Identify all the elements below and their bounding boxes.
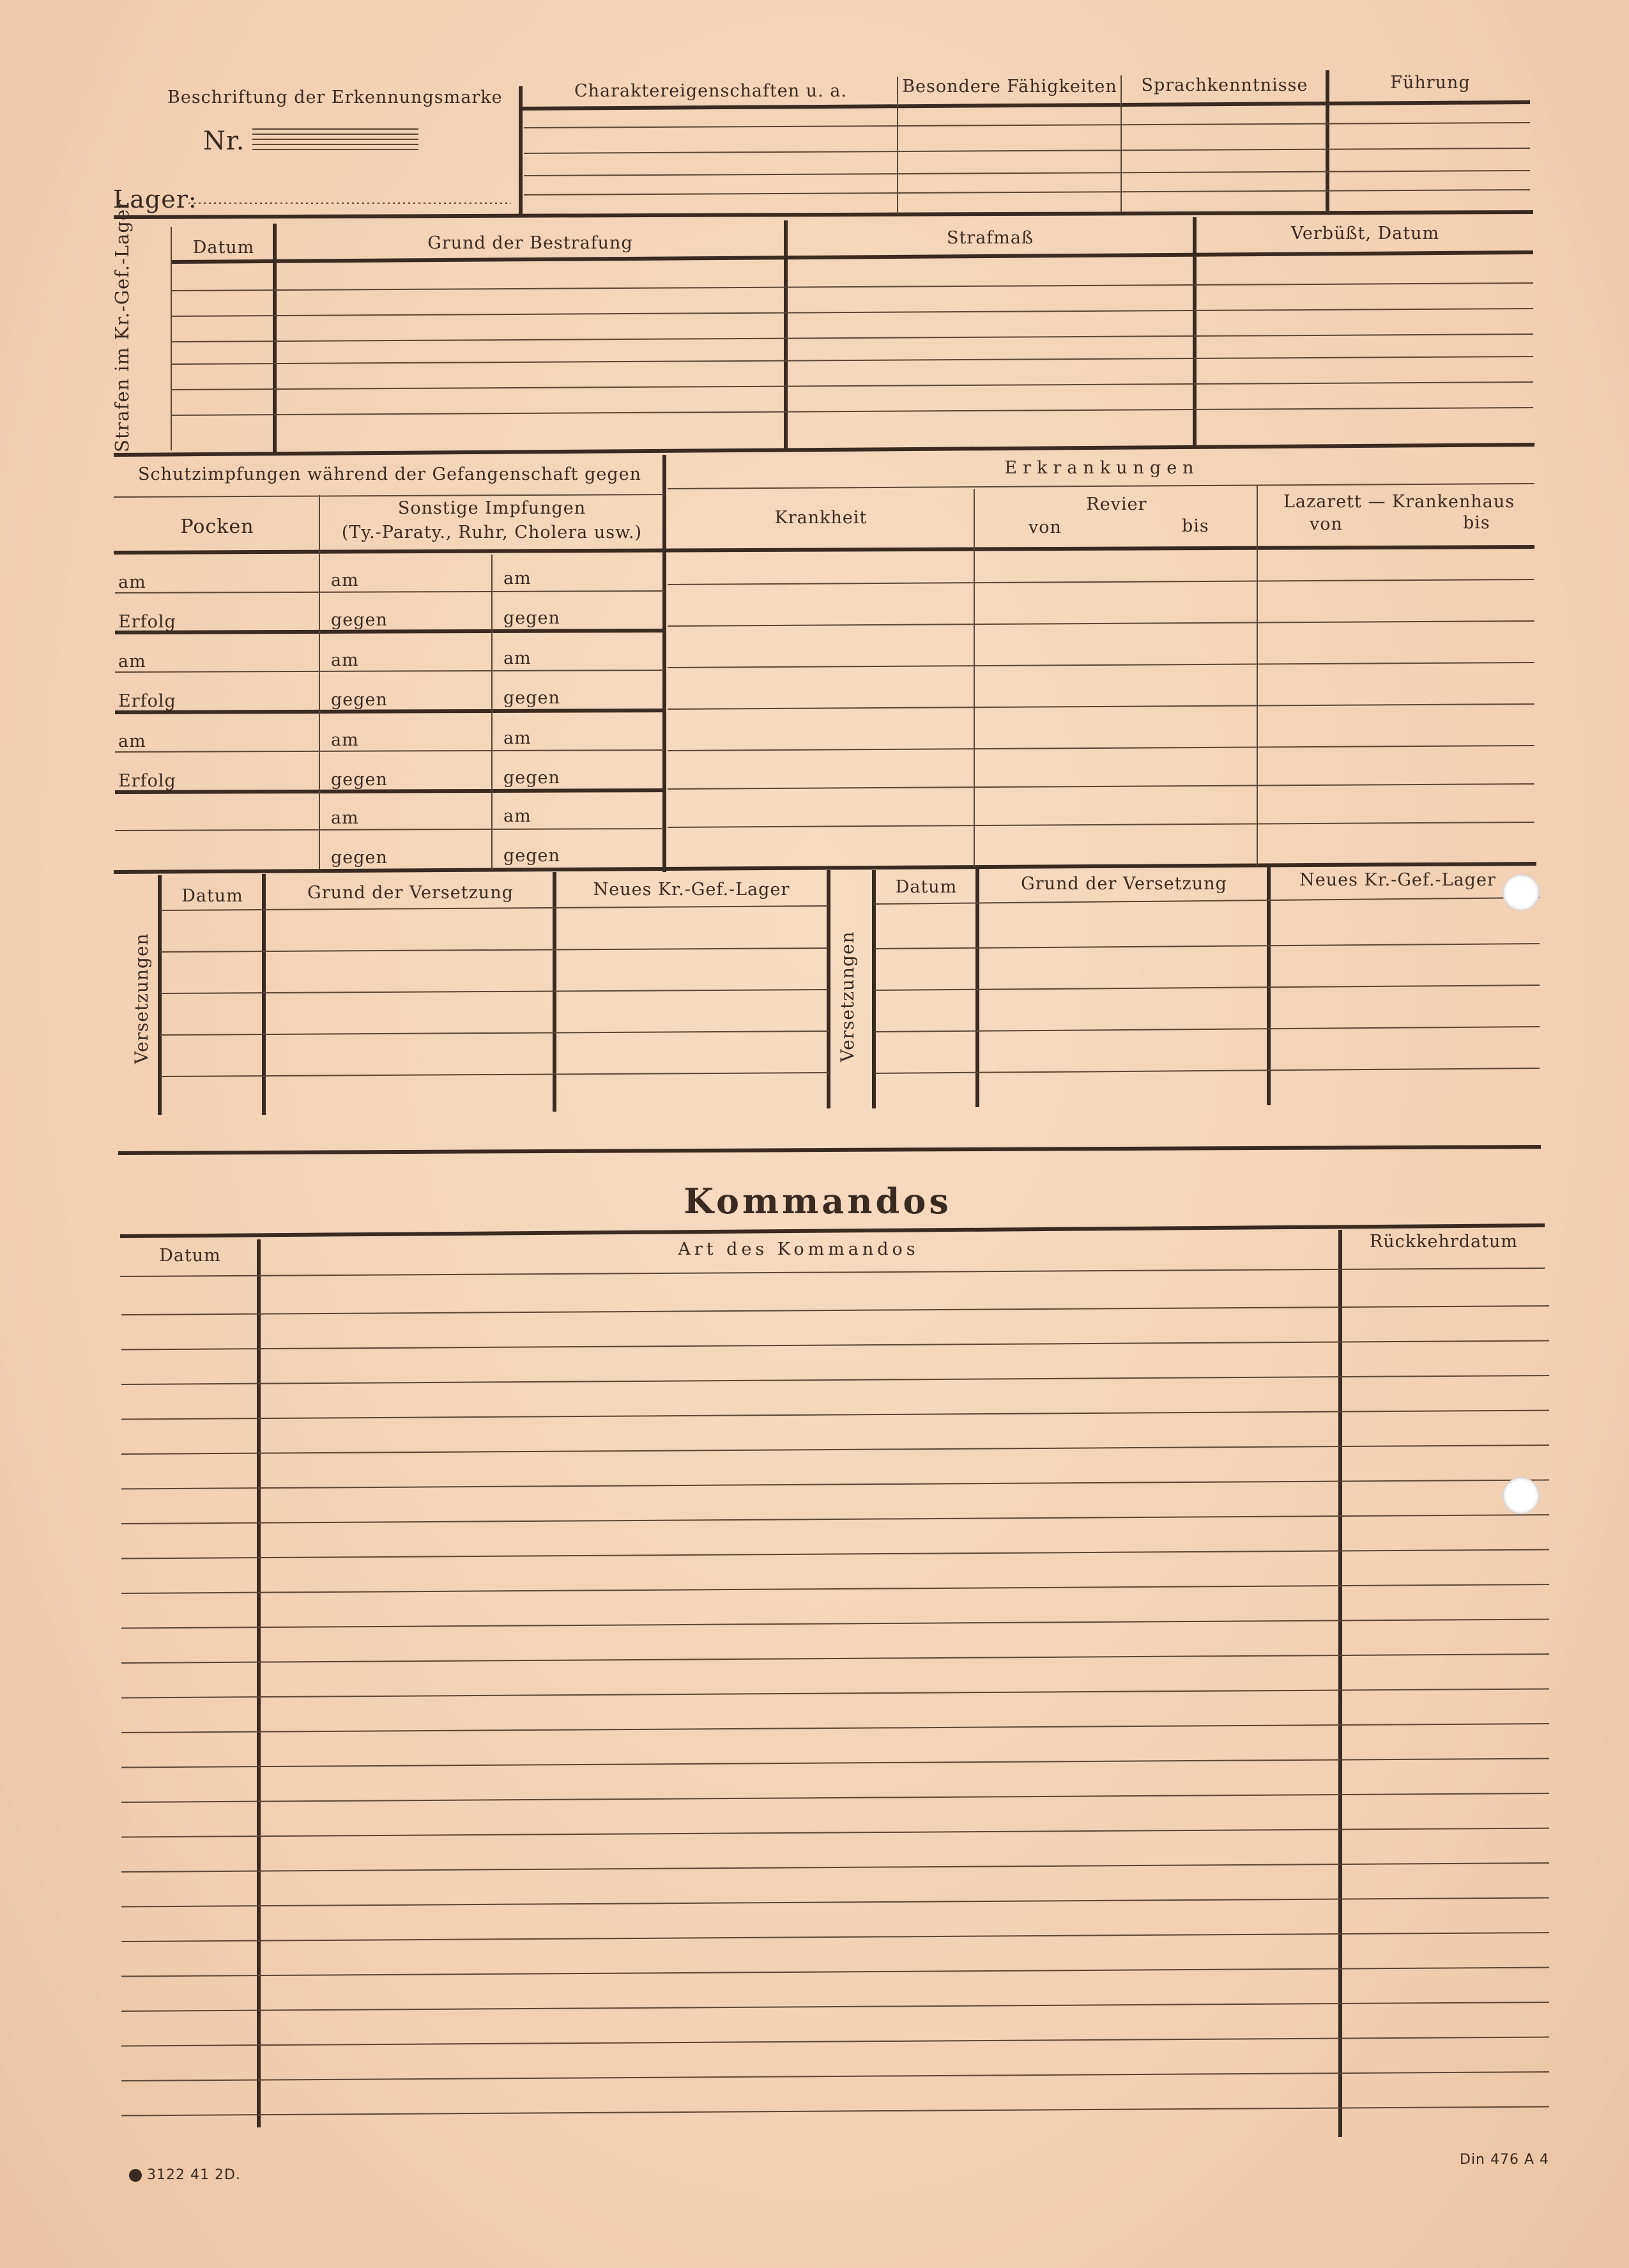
rule-top-header (521, 102, 1530, 109)
vers-neues-header-left: Neues Kr.-Gef.-Lager (593, 880, 790, 900)
rule-vers-left-header (160, 906, 829, 910)
rule-strafen-row (171, 382, 1533, 390)
rule-kommandos-row (121, 1550, 1549, 1559)
rule-vers-right-row (874, 944, 1540, 949)
sonst-gegen-4a: gegen (331, 848, 388, 868)
rule-erkr-row (668, 704, 1534, 709)
kommandos-rueckkehr-header: Rückkehrdatum (1369, 1232, 1518, 1252)
lager-label: Lager: (113, 185, 197, 213)
charakter-header: Charaktereigenschaften u. a. (574, 81, 847, 101)
rule-strafen-row (171, 283, 1533, 291)
rule-vers-right-header (874, 898, 1540, 904)
rule-erkr-row (668, 822, 1534, 827)
rule-kommandos-row (121, 1515, 1549, 1524)
rule-vers-left-row (160, 1031, 829, 1035)
rule-impf-row (115, 790, 664, 792)
revier-bis: bis (1182, 516, 1209, 536)
rule-kommandos-top (118, 1147, 1541, 1153)
rule-kommandos-row (121, 1968, 1549, 1977)
krankheit-header: Krankheit (774, 508, 868, 528)
sonst-gegen-2a: gegen (331, 690, 388, 710)
rule-kommandos-row (121, 1863, 1549, 1872)
rule-section-impf-top (114, 445, 1534, 455)
sonst-gegen-3b: gegen (503, 768, 560, 788)
sonst-am-3b: am (503, 728, 532, 748)
footer-code-text: 3122 41 2D. (147, 2167, 241, 2183)
rule-kommandos-row (121, 1759, 1549, 1768)
pocken-erfolg-3: Erfolg (118, 771, 176, 791)
sonst-gegen-3a: gegen (331, 770, 388, 790)
rule-top-row (524, 123, 1530, 128)
sonstige-sub-header: (Ty.-Paraty., Ruhr, Cholera usw.) (341, 523, 643, 542)
rule-vers-right-row (874, 1027, 1540, 1032)
rule-strafen-row (171, 408, 1533, 415)
impf-heading: Schutzimpfungen während der Gefangenschaft gegen (138, 464, 641, 484)
faehigkeiten-header: Besondere Fähigkeiten (902, 77, 1117, 96)
rule-vers-left-row (160, 990, 829, 993)
pocken-am-3: am (118, 732, 146, 751)
rule-vers-left-row (160, 948, 829, 952)
verbuesst-header: Verbüßt, Datum (1290, 224, 1440, 243)
kommandos-art-header: Art des Kommandos (678, 1239, 919, 1259)
sonst-gegen-1b: gegen (503, 608, 560, 628)
rule-impf-row (115, 710, 664, 712)
rule-kommandos-row (121, 1480, 1549, 1489)
rule-kommandos-row (121, 1306, 1549, 1315)
sonst-am-2a: am (331, 650, 359, 670)
vers-grund-header-left: Grund der Versetzung (307, 883, 514, 903)
kommandos-datum-header: Datum (159, 1246, 221, 1266)
rule-kommandos-row (121, 1654, 1549, 1663)
rule-kommandos-row (121, 1724, 1549, 1733)
strafen-grund-header: Grund der Bestrafung (427, 233, 633, 253)
kommandos-title: Kommandos (684, 1181, 952, 1222)
rule-kommandos-row (121, 1620, 1549, 1628)
sonst-am-4a: am (331, 808, 359, 828)
rule-kommandos-row (121, 2037, 1549, 2046)
lazarett-bis: bis (1463, 513, 1490, 533)
rule-kommandos-row (121, 1375, 1549, 1384)
strafen-side-label: Strafen im Kr.-Gef.-Lager (111, 199, 133, 452)
rule-vers-left-row (160, 1073, 829, 1077)
rule-section-strafen-top (114, 212, 1533, 217)
rule-kommandos-row (121, 1341, 1549, 1350)
sonst-gegen-4b: gegen (503, 846, 560, 866)
rule-kommandos-header-bottom (120, 1268, 1545, 1276)
rule-impf-row (115, 750, 664, 752)
strafen-datum-header: Datum (192, 238, 255, 257)
rule-erkr-row (668, 784, 1534, 789)
versetzungen-side-label-right: Versetzungen (837, 931, 858, 1062)
sonst-gegen-1a: gegen (331, 610, 388, 630)
footer-din: Din 476 A 4 (1460, 2152, 1550, 2168)
vers-datum-header-left: Datum (181, 886, 243, 906)
rule-vers-right-row (874, 985, 1540, 990)
pocken-header: Pocken (180, 516, 254, 538)
rule-erkr-row (668, 746, 1534, 751)
pocken-erfolg-1: Erfolg (118, 612, 176, 632)
rule-kommandos-row (121, 1689, 1549, 1698)
rule-erkr-subheader (668, 484, 1534, 489)
rule-erkr-row (668, 663, 1534, 668)
sonst-gegen-2b: gegen (503, 688, 560, 708)
rule-impf-row (115, 591, 664, 593)
rule-strafen-row (171, 356, 1533, 364)
rule-kommandos-row (121, 1584, 1549, 1593)
lazarett-von: von (1310, 514, 1343, 534)
sonst-am-1b: am (503, 569, 532, 588)
rule-kommandos-row (121, 1933, 1549, 1942)
punch-hole-lower (1503, 1477, 1540, 1514)
revier-header: Revier (1086, 494, 1147, 514)
rule-kommandos-row (121, 2107, 1549, 2116)
vers-neues-header-right: Neues Kr.-Gef.-Lager (1299, 870, 1496, 890)
rule-strafen-row (171, 334, 1533, 342)
rule-kommandos-row (121, 2002, 1549, 2011)
rule-top-row (524, 190, 1530, 195)
lazarett-header: Lazarett — Krankenhaus (1283, 492, 1515, 512)
rule-strafen-header (171, 252, 1533, 262)
pocken-am-1: am (118, 572, 146, 592)
vers-grund-header-right: Grund der Versetzung (1021, 874, 1227, 894)
strafmass-header: Strafmaß (946, 228, 1034, 248)
sonst-am-1a: am (331, 571, 359, 590)
rule-erkr-row (668, 621, 1534, 626)
sprachen-header: Sprachkenntnisse (1141, 75, 1308, 95)
printer-mark-icon (129, 2169, 142, 2182)
punch-hole-upper (1503, 874, 1540, 911)
rule-impf-subheader (114, 494, 664, 497)
rule-kommandos-row (121, 1793, 1549, 1802)
rule-impf-row (115, 670, 664, 672)
footer-code (129, 2167, 241, 2183)
rule-vers-right-row (874, 1068, 1540, 1073)
rule-kommandos-row (121, 1898, 1549, 1907)
sonst-am-4b: am (503, 806, 532, 826)
pocken-am-2: am (118, 652, 146, 671)
sonst-am-3a: am (331, 730, 359, 750)
rule-kommandos-header-top (120, 1225, 1545, 1236)
rule-kommandos-row (121, 1828, 1549, 1837)
sonstige-header: Sonstige Impfungen (397, 498, 586, 518)
rule-impf-header-bottom (114, 547, 1534, 553)
beschriftung-label: Beschriftung der Erkennungsmarke (167, 88, 503, 107)
rule-kommandos-row (121, 2072, 1549, 2081)
erkrankungen-heading: Erkrankungen (1004, 458, 1200, 478)
rule-kommandos-row (121, 1411, 1549, 1420)
rule-top-row (524, 171, 1530, 176)
pocken-erfolg-2: Erfolg (118, 691, 176, 711)
fuehrung-header: Führung (1390, 73, 1471, 93)
vers-datum-header-right: Datum (895, 877, 958, 897)
rule-impf-row (115, 829, 664, 831)
rule-top-row (524, 148, 1530, 153)
sonst-am-2b: am (503, 648, 532, 668)
revier-von: von (1029, 517, 1062, 537)
rule-kommandos-row (121, 1445, 1549, 1454)
rule-erkr-row (668, 579, 1534, 585)
nr-label: Nr. (203, 126, 245, 156)
rule-strafen-row (171, 309, 1533, 316)
versetzungen-side-label-left: Versetzungen (131, 933, 152, 1064)
rule-impf-row (115, 631, 664, 632)
